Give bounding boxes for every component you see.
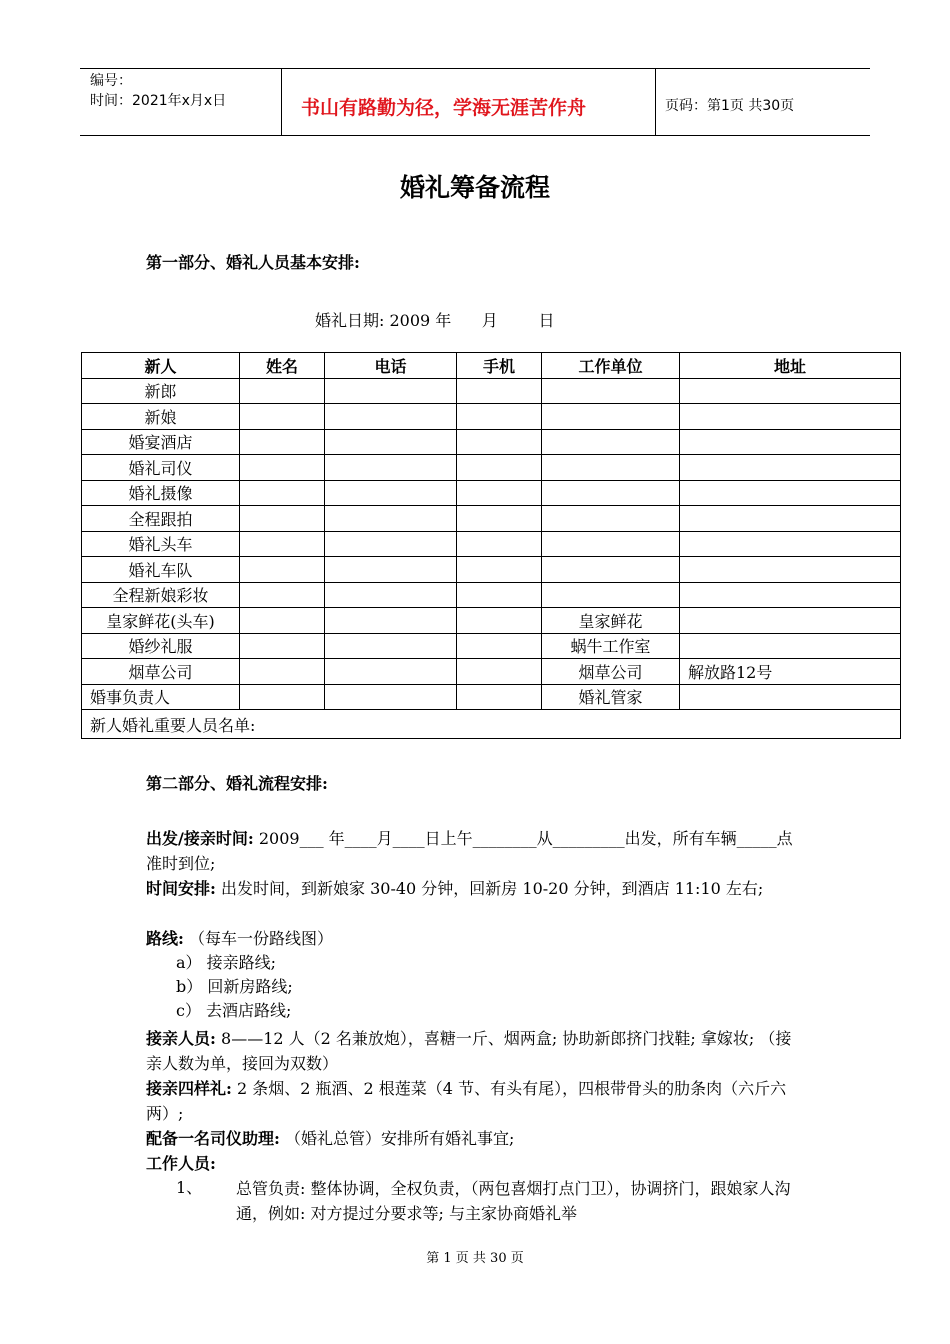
cell-phone <box>325 531 457 557</box>
table-row <box>82 480 901 506</box>
assistant-text: （婚礼总管）安排所有婚礼事宜; <box>279 1129 515 1148</box>
cell-mobile <box>457 633 542 659</box>
cell-employer: 婚礼管家 <box>542 684 680 710</box>
cell-phone <box>325 429 457 455</box>
cell-role: 婚礼司仪 <box>82 455 240 481</box>
list-item: a） 接亲路线; <box>176 953 277 972</box>
cell-name <box>240 480 325 506</box>
header-time-label: 时间：2021年x月x日 <box>90 93 227 109</box>
table-row <box>82 659 901 685</box>
cell-address <box>680 608 901 634</box>
col-header-employer: 工作单位 <box>542 353 680 379</box>
cell-name <box>240 429 325 455</box>
cell-phone <box>325 608 457 634</box>
cell-mobile <box>457 404 542 430</box>
cell-employer <box>542 506 680 532</box>
header-page-info: 页码：第1页 共30页 <box>665 98 795 114</box>
staff-paragraph <box>146 1151 806 1176</box>
cell-role: 婚事负责人 <box>82 684 240 710</box>
col-header-role: 新人 <box>82 353 240 379</box>
cell-role: 婚礼摄像 <box>82 480 240 506</box>
cell-address <box>680 429 901 455</box>
team-paragraph <box>146 1026 806 1076</box>
cell-address <box>680 531 901 557</box>
cell-mobile <box>457 659 542 685</box>
cell-address <box>680 582 901 608</box>
cell-address <box>680 557 901 583</box>
table-row <box>82 582 901 608</box>
route-label: 路线: <box>146 929 184 948</box>
table-row <box>82 404 901 430</box>
cell-phone <box>325 684 457 710</box>
cell-name <box>240 582 325 608</box>
cell-name <box>240 659 325 685</box>
gifts-paragraph <box>146 1076 806 1126</box>
gifts-label: 接亲四样礼: <box>146 1079 232 1098</box>
cell-mobile <box>457 455 542 481</box>
roster-footer-note: 新人婚礼重要人员名单: <box>82 710 901 739</box>
header-bottom-rule <box>80 135 870 136</box>
table-row <box>82 455 901 481</box>
route-paragraph <box>146 926 806 951</box>
header-motto: 书山有路勤为径，学海无涯苦作舟 <box>301 97 587 119</box>
staff-label: 工作人员: <box>146 1154 216 1173</box>
cell-role: 全程新娘彩妆 <box>82 582 240 608</box>
list-item: b） 回新房路线; <box>176 977 293 996</box>
depart-label: 出发/接亲时间: <box>146 829 254 848</box>
cell-name <box>240 633 325 659</box>
header-top-rule <box>80 68 870 69</box>
cell-name <box>240 404 325 430</box>
col-header-mobile: 手机 <box>457 353 542 379</box>
cell-employer <box>542 378 680 404</box>
cell-phone <box>325 557 457 583</box>
cell-role: 新娘 <box>82 404 240 430</box>
roster-footer-row <box>82 710 901 739</box>
cell-mobile <box>457 531 542 557</box>
cell-employer: 烟草公司 <box>542 659 680 685</box>
cell-mobile <box>457 557 542 583</box>
cell-role: 新郎 <box>82 378 240 404</box>
cell-role: 皇家鲜花(头车) <box>82 608 240 634</box>
cell-employer <box>542 455 680 481</box>
document-title: 婚礼筹备流程 <box>399 173 550 202</box>
cell-role: 婚礼车队 <box>82 557 240 583</box>
cell-employer <box>542 404 680 430</box>
cell-phone <box>325 582 457 608</box>
cell-mobile <box>457 480 542 506</box>
cell-phone <box>325 633 457 659</box>
cell-role: 婚宴酒店 <box>82 429 240 455</box>
schedule-label: 时间安排: <box>146 879 216 898</box>
depart-text: 2009___ 年____月____日上午________从_________出发，所有车辆_____点准时到位; <box>146 829 793 873</box>
cell-name <box>240 557 325 583</box>
header-divider-right <box>655 68 656 136</box>
cell-name <box>240 378 325 404</box>
cell-address <box>680 404 901 430</box>
table-row <box>82 557 901 583</box>
cell-name <box>240 506 325 532</box>
assistant-paragraph <box>146 1126 806 1151</box>
cell-employer <box>542 531 680 557</box>
list-item: c） 去酒店路线; <box>176 1001 292 1020</box>
cell-address <box>680 378 901 404</box>
staff-item-text: 总管负责: 整体协调，全权负责，（两包喜烟打点门卫），协调挤门，跟娘家人沟通，例如: 对方提过分要求等; 与主家协商婚礼举 <box>236 1179 791 1223</box>
cell-name <box>240 608 325 634</box>
table-row <box>82 506 901 532</box>
cell-role: 全程跟拍 <box>82 506 240 532</box>
cell-employer <box>542 582 680 608</box>
table-row <box>82 684 901 710</box>
schedule-paragraph <box>146 876 806 901</box>
cell-employer <box>542 557 680 583</box>
cell-address <box>680 506 901 532</box>
col-header-phone: 电话 <box>325 353 457 379</box>
cell-address <box>680 633 901 659</box>
cell-employer <box>542 429 680 455</box>
cell-role: 婚礼头车 <box>82 531 240 557</box>
cell-phone <box>325 404 457 430</box>
cell-address <box>680 455 901 481</box>
cell-address <box>680 480 901 506</box>
cell-employer: 蜗牛工作室 <box>542 633 680 659</box>
cell-employer <box>542 480 680 506</box>
wedding-date-line: 婚礼日期: 2009 年 月 日 <box>315 311 555 330</box>
cell-address: 解放路12号 <box>680 659 901 685</box>
part2-heading: 第二部分、婚礼流程安排: <box>146 774 328 793</box>
cell-name <box>240 684 325 710</box>
gifts-text: 2 条烟、2 瓶酒、2 根莲菜（4 节、有头有尾），四根带骨头的肋条肉（六斤六两）; <box>146 1079 787 1123</box>
cell-name <box>240 531 325 557</box>
cell-phone <box>325 506 457 532</box>
cell-phone <box>325 659 457 685</box>
col-header-name: 姓名 <box>240 353 325 379</box>
col-header-address: 地址 <box>680 353 901 379</box>
header-number-label: 编号： <box>90 73 132 89</box>
depart-paragraph <box>146 826 806 876</box>
cell-mobile <box>457 684 542 710</box>
cell-name <box>240 455 325 481</box>
page-footer: 第 1 页 共 30 页 <box>426 1251 524 1266</box>
team-label: 接亲人员: <box>146 1029 216 1048</box>
table-row <box>82 378 901 404</box>
table-row <box>82 531 901 557</box>
table-row <box>82 633 901 659</box>
cell-role: 烟草公司 <box>82 659 240 685</box>
roster-header-row <box>82 353 901 379</box>
table-row <box>82 608 901 634</box>
cell-mobile <box>457 608 542 634</box>
route-text: （每车一份路线图） <box>183 929 334 948</box>
header-divider-left <box>281 68 282 136</box>
cell-address <box>680 684 901 710</box>
schedule-text: 出发时间，到新娘家 30-40 分钟，回新房 10-20 分钟，到酒店 11:10 左右; <box>215 879 764 898</box>
cell-mobile <box>457 582 542 608</box>
cell-phone <box>325 378 457 404</box>
table-row <box>82 429 901 455</box>
staff-item-number: 1、 <box>176 1178 203 1197</box>
cell-role: 婚纱礼服 <box>82 633 240 659</box>
roster-table <box>81 352 901 739</box>
cell-phone <box>325 480 457 506</box>
cell-mobile <box>457 378 542 404</box>
team-text: 8——12 人（2 名兼放炮），喜糖一斤、烟两盒; 协助新郎挤门找鞋; 拿嫁妆; （接亲人数为单，接回为双数） <box>146 1029 792 1073</box>
part1-heading: 第一部分、婚礼人员基本安排: <box>146 253 360 272</box>
cell-employer: 皇家鲜花 <box>542 608 680 634</box>
cell-phone <box>325 455 457 481</box>
cell-mobile <box>457 506 542 532</box>
assistant-label: 配备一名司仪助理: <box>146 1129 280 1148</box>
cell-mobile <box>457 429 542 455</box>
